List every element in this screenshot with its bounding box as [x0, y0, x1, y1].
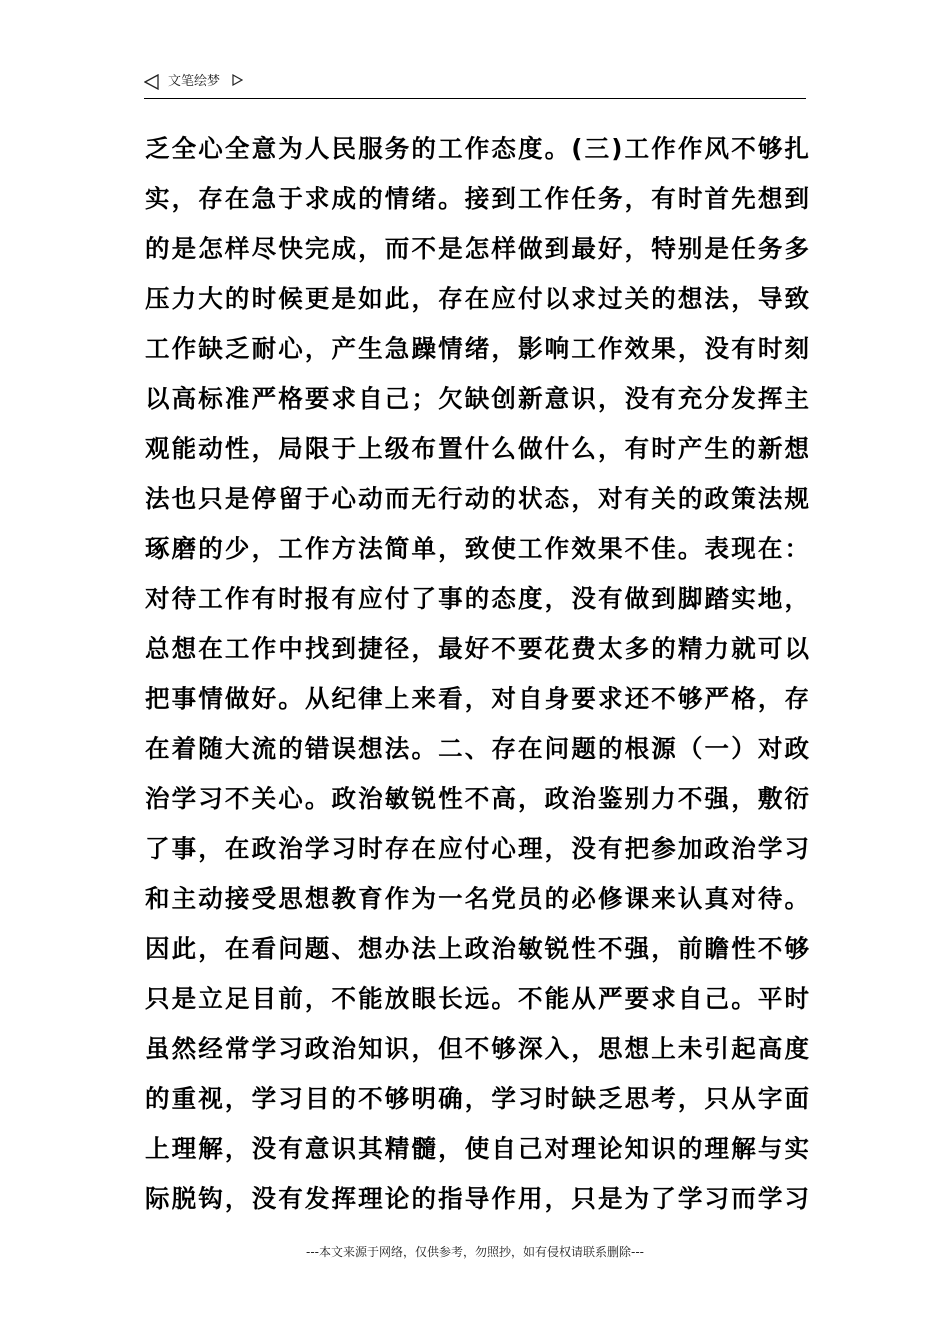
text-line: 观能动性，局限于上级布置什么做什么，有时产生的新想	[145, 434, 809, 463]
text-line: 的是怎样尽快完成，而不是怎样做到最好，特别是任务多	[145, 234, 809, 263]
text-line: 琢磨的少，工作方法简单，致使工作效果不佳。表现在：	[145, 534, 809, 563]
text-line: 法也只是停留于心动而无行动的状态，对有关的政策法规	[145, 484, 809, 513]
text-line: 了事，在政治学习时存在应付心理，没有把参加政治学习	[145, 834, 809, 863]
text-line: 虽然经常学习政治知识，但不够深入，思想上未引起高度	[145, 1034, 809, 1063]
footer-disclaimer: ---本文来源于网络，仅供参考，勿照抄，如有侵权请联系删除---	[306, 1245, 644, 1259]
text-line: 压力大的时候更是如此，存在应付以求过关的想法，导致	[145, 284, 809, 313]
text-line: 际脱钩，没有发挥理论的指导作用，只是为了学习而学习	[145, 1184, 809, 1213]
left-triangle-icon	[144, 74, 160, 90]
text-line: 的重视，学习目的不够明确，学习时缺乏思考，只从字面	[145, 1084, 809, 1113]
text-line: 上理解，没有意识其精髓，使自己对理论知识的理解与实	[145, 1134, 809, 1163]
text-line: 工作缺乏耐心，产生急躁情绪，影响工作效果，没有时刻	[145, 334, 809, 363]
text-line: 以高标准严格要求自己；欠缺创新意识，没有充分发挥主	[145, 384, 809, 413]
text-line: 治学习不关心。政治敏锐性不高，政治鉴别力不强，敷衍	[145, 784, 809, 813]
text-line: 因此，在看问题、想办法上政治敏锐性不强，前瞻性不够	[145, 934, 809, 963]
text-line: 实，存在急于求成的情绪。接到工作任务，有时首先想到	[145, 184, 809, 213]
header-title: 文笔绘梦	[168, 74, 221, 89]
right-triangle-icon	[232, 74, 243, 86]
text-line: 对待工作有时报有应付了事的态度，没有做到脚踏实地，	[145, 584, 809, 613]
text-line: 总想在工作中找到捷径，最好不要花费太多的精力就可以	[145, 634, 809, 663]
page-header	[144, 70, 806, 99]
text-line: 只是立足目前，不能放眼长远。不能从严要求自己。平时	[145, 984, 809, 1013]
document-body	[145, 124, 809, 1224]
text-line: 在着随大流的错误想法。二、存在问题的根源（一）对政	[145, 734, 809, 763]
text-line: 把事情做好。从纪律上来看，对自身要求还不够严格，存	[145, 684, 809, 713]
text-line: 乏全心全意为人民服务的工作态度。(三)工作作风不够扎	[145, 134, 809, 163]
text-line: 和主动接受思想教育作为一名党员的必修课来认真对待。	[145, 884, 809, 913]
